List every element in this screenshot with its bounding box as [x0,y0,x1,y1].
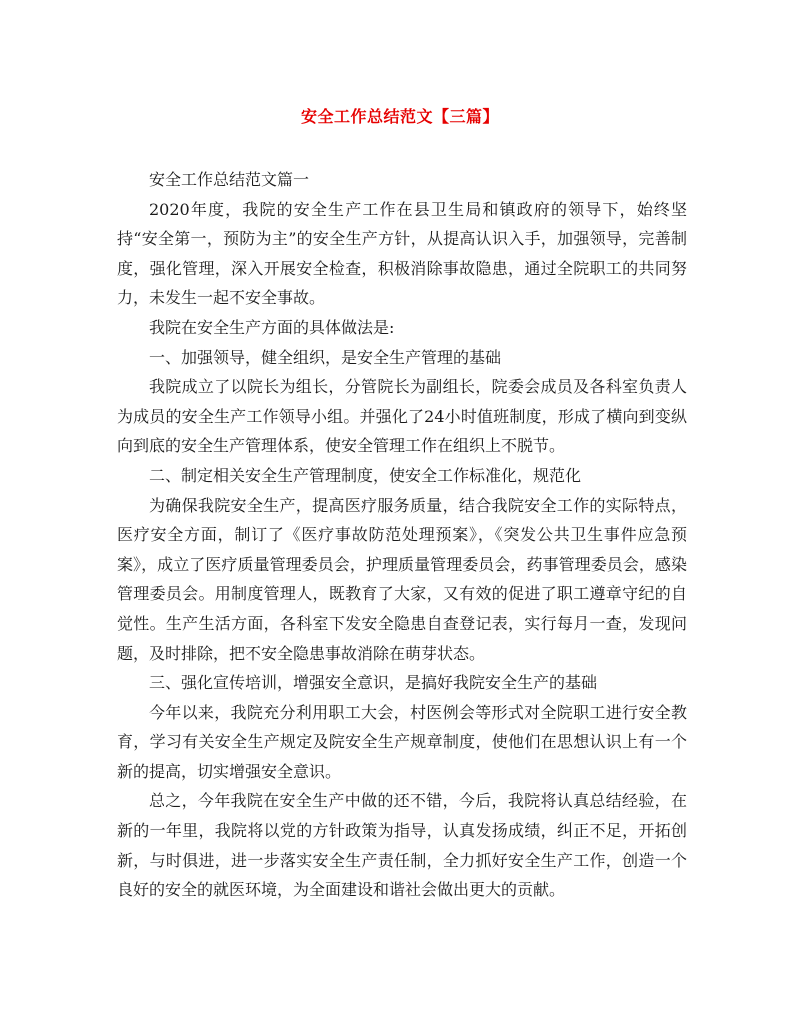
document-body [117,165,687,905]
paragraph: 我院成立了以院长为组长，分管院长为副组长，院委会成员及各科室负责人为成员的安全生产工作领导小组。并强化了24小时值班制度，形成了横向到变纵向到底的安全生产管理体系，使安全管理工作在组织上不脱节。 [117,377,687,456]
paragraph: 2020年度，我院的安全生产工作在县卫生局和镇政府的领导下，始终坚持“安全第一，预防为主”的安全生产方针，从提高认识入手，加强领导，完善制度，强化管理，深入开展安全检查，积极消除事故隐患，通过全院职工的共同努力，未发生一起不安全事故。 [117,199,687,308]
subheading: 二、制定相关安全生产管理制度，使安全工作标准化，规范化 [149,465,582,485]
subheading: 一、加强领导，健全组织，是安全生产管理的基础 [149,347,502,367]
paragraph: 为确保我院安全生产，提高医疗服务质量，结合我院安全工作的实际特点，医疗安全方面，制订了《医疗事故防范处理预案》，《突发公共卫生事件应急预案》，成立了医疗质量管理委员会，护理质量管理委员会，药事管理委员会，感染管理委员会。用制度管理人，既教育了大家，又有效的促进了职工遵章守纪的自觉性。生产生活方面，各科室下发安全隐患自查登记表，实行每月一查，发现问题，及时排除，把不安全隐患事故消除在萌芽状态。 [117,495,687,663]
paragraph: 总之，今年我院在安全生产中做的还不错，今后，我院将认真总结经验，在新的一年里，我院将以党的方针政策为指导，认真发扬成绩，纠正不足，开拓创新，与时俱进，进一步落实安全生产责任制，全力抓好安全生产工作，创造一个良好的安全的就医环境，为全面建设和谐社会做出更大的贡献。 [117,791,687,900]
document-title: 安全工作总结范文【三篇】 [300,107,499,126]
paragraph: 今年以来，我院充分利用职工大会，村医例会等形式对全院职工进行安全教育，学习有关安全生产规定及院安全生产规章制度，使他们在思想认识上有一个新的提高，切实增强安全意识。 [117,702,687,781]
subheading: 三、强化宣传培训，增强安全意识，是搞好我院安全生产的基础 [149,673,598,693]
section-heading: 安全工作总结范文篇一 [149,170,310,189]
paragraph: 我院在安全生产方面的具体做法是: [149,317,395,337]
